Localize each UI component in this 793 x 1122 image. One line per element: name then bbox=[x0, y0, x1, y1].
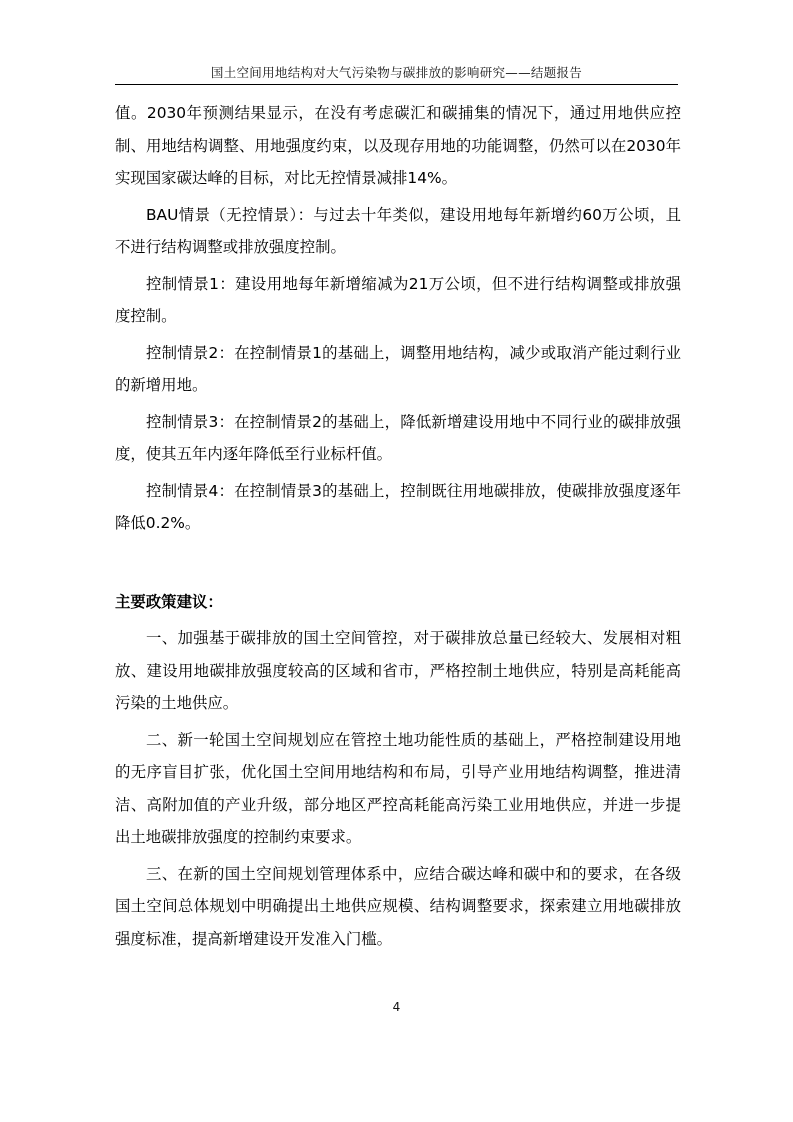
paragraph-control-scenario-3: 控制情景3：在控制情景2的基础上，降低新增建设用地中不同行业的碳排放强度，使其五年内逐年降低至行业标杆值。 bbox=[115, 412, 681, 463]
header-rule bbox=[115, 84, 678, 85]
paragraph-control-scenario-4: 控制情景4：在控制情景3的基础上，控制既往用地碳排放，使碳排放强度逐年降低0.2%。 bbox=[115, 481, 681, 532]
paragraph-prediction-results: 值。2030年预测结果显示，在没有考虑碳汇和碳捕集的情况下，通过用地供应控制、用地结构调整、用地强度约束，以及现存用地的功能调整，仍然可以在2030年实现国家碳达峰的目标，对比无控情景减排14%。 bbox=[115, 104, 681, 187]
policy-recommendation-2: 二、新一轮国土空间规划应在管控土地功能性质的基础上，严格控制建设用地的无序盲目扩张，优化国土空间用地结构和布局，引导产业用地结构调整，推进清洁、高附加值的产业升级，部分地区严控高耗能高污染工业用地供应，并进一步提出土地碳排放强度的控制约束要求。 bbox=[115, 730, 681, 846]
running-header: 国土空间用地结构对大气污染物与碳排放的影响研究——结题报告 bbox=[210, 65, 583, 80]
page-number: 4 bbox=[392, 1000, 401, 1014]
policy-heading: 主要政策建议： bbox=[115, 592, 223, 611]
paragraph-control-scenario-1: 控制情景1：建设用地每年新增缩减为21万公顷，但不进行结构调整或排放强度控制。 bbox=[115, 274, 681, 325]
paragraph-bau-scenario: BAU情景（无控情景）：与过去十年类似，建设用地每年新增约60万公顷，且不进行结构调整或排放强度控制。 bbox=[115, 205, 681, 256]
page-body bbox=[115, 97, 681, 959]
policy-recommendation-3: 三、在新的国土空间规划管理体系中，应结合碳达峰和碳中和的要求，在各级国土空间总体规划中明确提出土地供应规模、结构调整要求，探索建立用地碳排放强度标准，提高新增建设开发准入门槛。 bbox=[115, 864, 681, 948]
paragraph-control-scenario-2: 控制情景2：在控制情景1的基础上，调整用地结构，减少或取消产能过剩行业的新增用地。 bbox=[115, 343, 681, 394]
policy-recommendation-1: 一、加强基于碳排放的国土空间管控，对于碳排放总量已经较大、发展相对粗放、建设用地碳排放强度较高的区域和省市，严格控制土地供应，特别是高耗能高污染的土地供应。 bbox=[115, 629, 681, 712]
